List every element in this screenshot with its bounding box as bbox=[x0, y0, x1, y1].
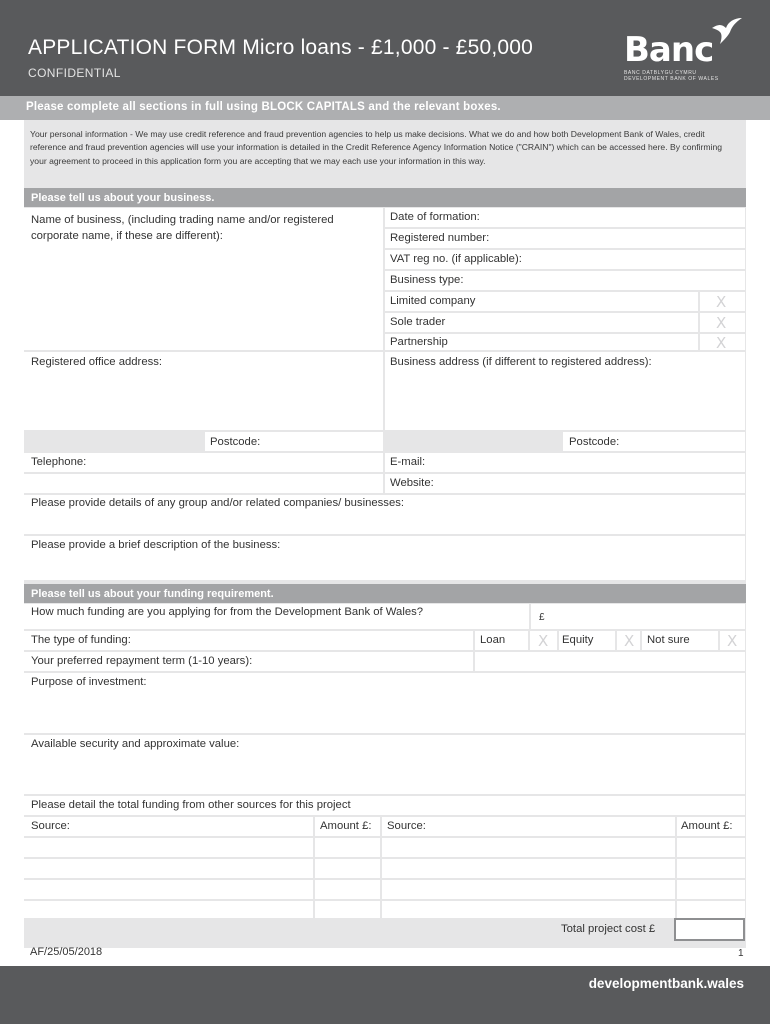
other-sources-label: Please detail the total funding from other sources for this project bbox=[31, 799, 351, 811]
pound-sign: £ bbox=[539, 612, 545, 623]
amount-left-4[interactable] bbox=[315, 901, 380, 918]
confidential-label: CONFIDENTIAL bbox=[28, 66, 121, 80]
logo-wordmark: Banc bbox=[624, 30, 714, 70]
privacy-notice: Your personal information - We may use credit reference and fraud prevention agencies to help us make decisions. What we do and how both Development Bank of Wales, credit reference and fraud prevention agencies will use your information is detailed in the Credit Reference Agency Information Notice ("CRAIN") which can be accessed here. By confirming your agreement to proceed in this application form you are accepting that we may each use your information in this way. bbox=[30, 129, 723, 166]
date-formation-label: Date of formation: bbox=[390, 211, 480, 223]
type-limited-label: Limited company bbox=[390, 295, 476, 307]
registered-office-label: Registered office address: bbox=[31, 356, 163, 368]
instructions-banner bbox=[0, 96, 770, 120]
page-number: 1 bbox=[738, 948, 744, 959]
website-label: Website: bbox=[390, 477, 434, 489]
amount-right-4[interactable] bbox=[677, 901, 745, 918]
source-right-1[interactable] bbox=[382, 838, 675, 857]
amount-right-3[interactable] bbox=[677, 880, 745, 899]
source-left-4[interactable] bbox=[24, 901, 313, 918]
source-right-4[interactable] bbox=[382, 901, 675, 918]
funding-heading-text: Please tell us about your funding requirement. bbox=[31, 588, 274, 600]
source-right-3[interactable] bbox=[382, 880, 675, 899]
limited-check-mark: X bbox=[716, 293, 727, 311]
description-label: Please provide a brief description of the business: bbox=[31, 539, 281, 551]
security-label: Available security and approximate value: bbox=[31, 738, 240, 750]
website-url[interactable]: developmentbank.wales bbox=[588, 976, 744, 991]
repayment-field[interactable] bbox=[475, 652, 745, 671]
source-label-right: Source: bbox=[387, 820, 426, 832]
loan-label: Loan bbox=[480, 634, 506, 646]
repayment-label: Your preferred repayment term (1-10 years): bbox=[31, 655, 253, 667]
group-details-label: Please provide details of any group and/or related companies/ businesses: bbox=[31, 497, 405, 509]
reg-number-label: Registered number: bbox=[390, 232, 490, 244]
page-footer bbox=[0, 966, 770, 1024]
business-postcode-label: Postcode: bbox=[569, 436, 620, 448]
source-left-2[interactable] bbox=[24, 859, 313, 878]
partnership-check-mark: X bbox=[716, 334, 727, 352]
website-field[interactable] bbox=[385, 474, 745, 493]
source-left-1[interactable] bbox=[24, 838, 313, 857]
type-sole-label: Sole trader bbox=[390, 316, 446, 328]
not-sure-label: Not sure bbox=[647, 634, 690, 646]
email-field[interactable] bbox=[385, 453, 745, 472]
business-type-label: Business type: bbox=[390, 274, 464, 286]
banc-logo bbox=[624, 20, 744, 86]
funding-amount-label: How much funding are you applying for from the Development Bank of Wales? bbox=[31, 606, 424, 618]
equity-check-mark: X bbox=[624, 632, 635, 650]
office-postcode-label: Postcode: bbox=[210, 436, 261, 448]
source-header-right bbox=[382, 817, 675, 836]
total-cost-field[interactable] bbox=[674, 918, 745, 941]
amount-left-3[interactable] bbox=[315, 880, 380, 899]
funding-type-label: The type of funding: bbox=[31, 634, 131, 646]
amount-label-left: Amount £: bbox=[320, 820, 372, 832]
page-header bbox=[0, 0, 770, 96]
amount-right-2[interactable] bbox=[677, 859, 745, 878]
funding-amount-field[interactable] bbox=[531, 604, 745, 629]
business-section-heading bbox=[24, 188, 746, 207]
amount-label-right: Amount £: bbox=[681, 820, 733, 832]
form-code: AF/25/05/2018 bbox=[30, 946, 103, 958]
amount-left-1[interactable] bbox=[315, 838, 380, 857]
total-cost-label: Total project cost £ bbox=[561, 923, 656, 935]
source-label-left: Source: bbox=[31, 820, 70, 832]
telephone-field-2[interactable] bbox=[24, 474, 383, 493]
logo-subtitle: BANC DATBLYGU CYMRU DEVELOPMENT BANK OF WALES bbox=[624, 70, 719, 82]
telephone-label: Telephone: bbox=[31, 456, 87, 468]
loan-check-mark: X bbox=[538, 632, 549, 650]
business-address-label: Business address (if different to registered address): bbox=[390, 356, 652, 368]
amount-right-1[interactable] bbox=[677, 838, 745, 857]
amount-left-2[interactable] bbox=[315, 859, 380, 878]
form-title: APPLICATION FORM Micro loans - £1,000 - £50,000 bbox=[28, 36, 534, 59]
bird-icon bbox=[710, 16, 744, 48]
business-heading-text: Please tell us about your business. bbox=[31, 192, 215, 204]
email-label: E-mail: bbox=[390, 456, 426, 468]
sole-check-mark: X bbox=[716, 314, 727, 332]
funding-section-heading bbox=[24, 584, 746, 603]
source-left-3[interactable] bbox=[24, 880, 313, 899]
equity-label: Equity bbox=[562, 634, 594, 646]
source-right-2[interactable] bbox=[382, 859, 675, 878]
business-name-label: Name of business, (including trading name and/or registered corporate name, if these are different): bbox=[31, 214, 334, 242]
not-sure-check-mark: X bbox=[727, 632, 738, 650]
instructions-text: Please complete all sections in full using BLOCK CAPITALS and the relevant boxes. bbox=[26, 101, 501, 113]
vat-reg-label: VAT reg no. (if applicable): bbox=[390, 253, 522, 265]
purpose-label: Purpose of investment: bbox=[31, 676, 147, 688]
type-partnership-label: Partnership bbox=[390, 336, 448, 348]
